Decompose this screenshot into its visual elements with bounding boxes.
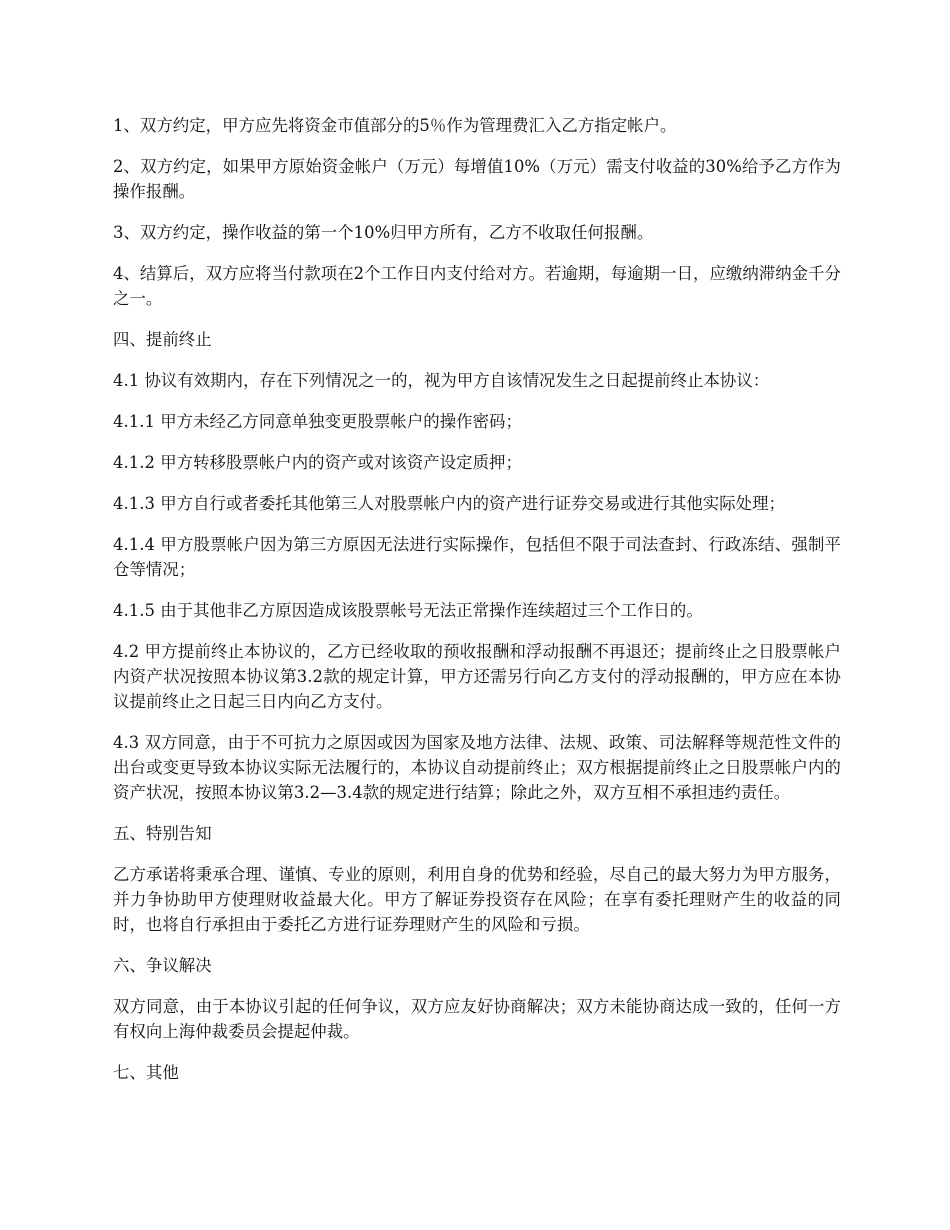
clause-4-1-paragraph: 4.1 协议有效期内，存在下列情况之一的，视为甲方自该情况发生之日起提前终止本协议： xyxy=(113,371,770,390)
section-heading-other: 七、其他 xyxy=(113,1063,179,1082)
clause-4-1-3-paragraph: 4.1.3 甲方自行或者委托其他第三人对股票帐户内的资产进行证券交易或进行其他实际处理； xyxy=(113,494,785,513)
clause-remuneration-paragraph: 2、双方约定，如果甲方原始资金帐户（万元）每增值10%（万元）需支付收益的30%给予乙方作为操作报酬。 xyxy=(113,157,841,201)
clause-first-profit-paragraph: 3、双方约定，操作收益的第一个10%归甲方所有，乙方不收取任何报酬。 xyxy=(113,223,654,242)
clause-4-1-4-paragraph: 4.1.4 甲方股票帐户因为第三方原因无法进行实际操作，包括但不限于司法查封、行政冻结、强制平仓等情况； xyxy=(113,535,841,579)
section-heading-dispute-resolution: 六、争议解决 xyxy=(113,956,212,975)
special-notice-paragraph: 乙方承诺将秉承合理、谨慎、专业的原则，利用自身的优势和经验，尽自己的最大努力为甲方服务，并力争协助甲方使理财收益最大化。甲方了解证券投资存在风险；在享有委托理财产生的收益的同时，也将自行承担由于委托乙方进行证券理财产生的风险和亏损。 xyxy=(113,865,841,934)
clause-4-1-5-paragraph: 4.1.5 由于其他非乙方原因造成该股票帐号无法正常操作连续超过三个工作日的。 xyxy=(113,601,703,620)
document-body xyxy=(113,113,841,1101)
clause-settlement-paragraph: 4、结算后，双方应将当付款项在2个工作日内支付给对方。若逾期，每逾期一日，应缴纳滞纳金千分之一。 xyxy=(113,264,841,308)
clause-4-1-2-paragraph: 4.1.2 甲方转移股票帐户内的资产或对该资产设定质押； xyxy=(113,453,522,472)
section-heading-special-notice: 五、特别告知 xyxy=(113,824,212,843)
clause-4-1-1-paragraph: 4.1.1 甲方未经乙方同意单独变更股票帐户的操作密码； xyxy=(113,412,522,431)
section-heading-early-termination: 四、提前终止 xyxy=(113,330,212,349)
clause-4-3-paragraph: 4.3 双方同意，由于不可抗力之原因或因为国家及地方法律、法规、政策、司法解释等规范性文件的出台或变更导致本协议实际无法履行的，本协议自动提前终止；双方根据提前终止之日股票帐户内的资产状况，按照本协议第3.2—3.4款的规定进行结算；除此之外，双方互相不承担违约责任。 xyxy=(113,733,841,802)
dispute-resolution-paragraph: 双方同意，由于本协议引起的任何争议，双方应友好协商解决；双方未能协商达成一致的，任何一方有权向上海仲裁委员会提起仲裁。 xyxy=(113,997,841,1041)
clause-4-2-paragraph: 4.2 甲方提前终止本协议的，乙方已经收取的预收报酬和浮动报酬不再退还；提前终止之日股票帐户内资产状况按照本协议第3.2款的规定计算，甲方还需另行向乙方支付的浮动报酬的，甲方应在本协议提前终止之日起三日内向乙方支付。 xyxy=(113,642,841,711)
clause-fee-paragraph: 1、双方约定，甲方应先将资金市值部分的5％作为管理费汇入乙方指定帐户。 xyxy=(113,116,677,135)
